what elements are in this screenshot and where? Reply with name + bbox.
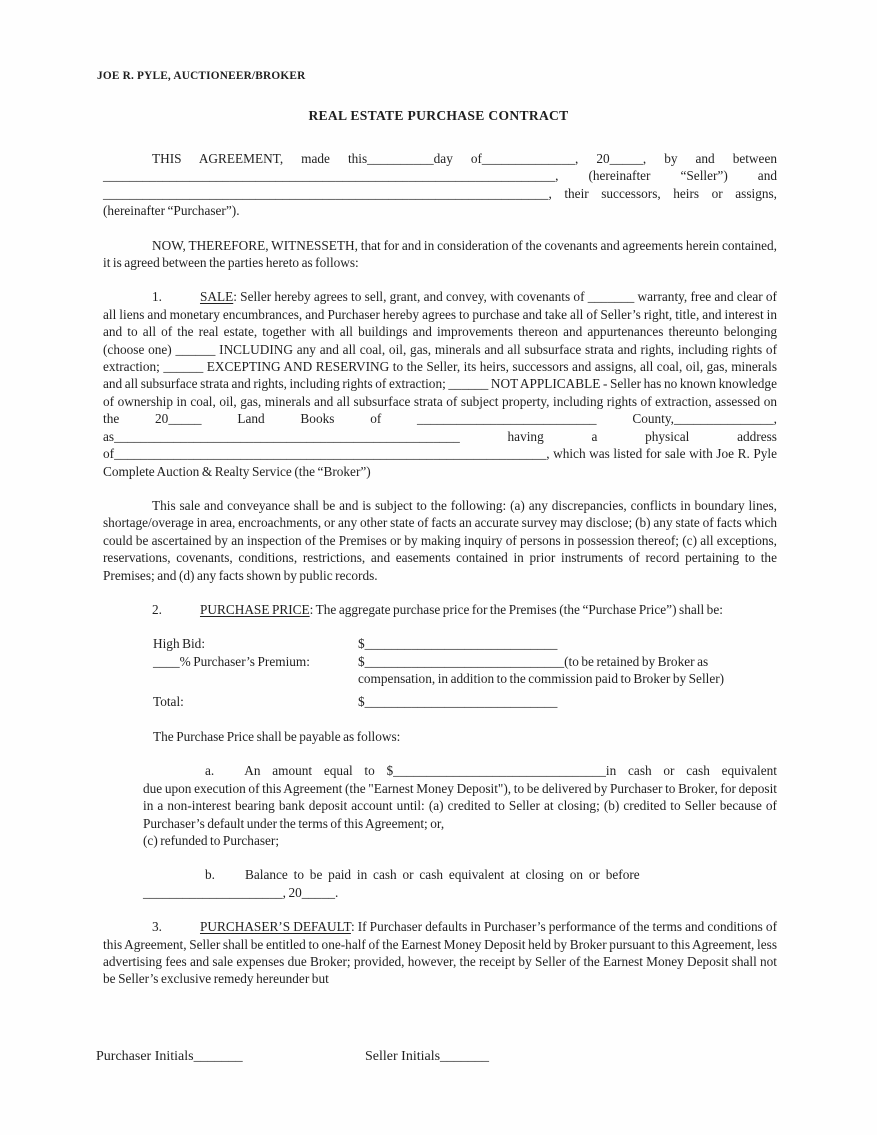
- section-3-body: : If Purchaser defaults in Purchaser’s performance of the terms and conditions of this Agreement, Seller shall be entitled to one-half of the Earnest Money Deposit held by Broker pursuant to this Agreement, less advertising fees and sale expenses due Broker; provided, however, the receipt by Seller of the Earnest Money Deposit shall not be Seller’s exclusive remedy hereunder but: [103, 919, 778, 987]
- letterhead: JOE R. PYLE, AUCTIONEER/BROKER: [97, 70, 306, 82]
- premium-label: ____% Purchaser’s Premium:: [153, 653, 310, 669]
- section-2-purchase-price: [103, 601, 777, 618]
- section-2-number: 2.: [152, 601, 162, 617]
- item-a: [143, 762, 777, 849]
- item-b-date-blank: _____________________, 20_____.: [143, 884, 339, 900]
- section-1-body: : Seller hereby agrees to sell, grant, and convey, with covenants of _______ warranty, free and clear of all liens and monetary encumbrances, and Purchaser hereby agrees to purchase and take all of Seller’s right, title, and interest in and to all of the real estate, together with all buildings and improvements thereon and appurtenances thereunto belonging (choose one) ______ INCLUDING any and all coal, oil, gas, minerals and all subsurface strata and rights, including rights of extraction; ______ EXCEPTING AND RESERVING to the Seller, its heirs, successors and assigns, all coal, oil, gas, minerals and all subsurface strata and rights, including rights of extraction; ______ NOT APPLICABLE - Seller has no known knowledge of ownership in coal, oil, gas, minerals and all subsurface strata of subject property, including rights of extraction, assessed on the 20_____ Land Books of ___________________________ County,_______________, as____________________________________________________ having a physical address of_________________________________________________________________, which was listed for sale with Joe R. Pyle Complete Auction & Realty Service (the “Broker”): [103, 289, 777, 479]
- seller-initials-blank: Seller Initials_______: [365, 1049, 490, 1064]
- item-a-first-line: [143, 762, 777, 779]
- item-b-first-line: [143, 866, 777, 883]
- section-3-number: 3.: [152, 919, 162, 935]
- intro-paragraph: THIS AGREEMENT, made this__________day of______________, 20_____, by and between ____________________________________________________________________, (hereinafter “Seller”) and ___________________________________________________________________, their successors, heirs or assigns, (hereinafter “Purchaser”).: [103, 151, 777, 219]
- item-b: [143, 866, 777, 901]
- total-blank: $_____________________________: [358, 693, 558, 709]
- price-table: [153, 635, 777, 710]
- item-a-first-line-text: An amount equal to $________________________________in cash or cash equivalent: [244, 763, 777, 779]
- item-a-body: due upon execution of this Agreement (the "Earnest Money Deposit"), to be delivered by Purchaser to Broker, for deposit in a non-interest bearing bank deposit account until: (a) credited to Seller at closing; (b) credited to Seller because of Purchaser’s default under the terms of this Agreement; or,: [143, 780, 777, 831]
- price-row-premium: [153, 653, 777, 688]
- subject-to-paragraph: This sale and conveyance shall be and is subject to the following: (a) any discrepancies, conflicts in boundary lines, shortage/overage in area, encroachments, or any other state of facts an accurate survey may disclose; (b) any state of facts which could be ascertained by an inspection of the Premises or by making inquiry of persons in possession thereof; (c) all exceptions, reservations, covenants, conditions, restrictions, and easements contained in prior instruments of record pertaining to the Premises; and (d) any facts shown by public records.: [103, 497, 777, 583]
- witnesseth-paragraph: NOW, THEREFORE, WITNESSETH, that for and in consideration of the covenants and agreements herein contained, it is agreed between the parties hereto as follows:: [103, 237, 777, 271]
- price-row-high-bid: [153, 635, 777, 652]
- high-bid-blank: $_____________________________: [358, 636, 558, 652]
- item-b-line1-text: Balance to be paid in cash or cash equivalent at closing on or before: [244, 867, 640, 883]
- premium-blank: $______________________________(to be retained by Broker as compensation, in addition to the commission paid to Broker by Seller): [358, 653, 725, 687]
- section-1-sale: [103, 288, 777, 479]
- price-row-total: [153, 693, 777, 710]
- total-label: Total:: [153, 693, 184, 709]
- section-1-number: 1.: [152, 289, 162, 305]
- item-b-label: b.: [205, 867, 215, 883]
- document-body: [103, 150, 777, 1005]
- section-3-purchasers-default: [103, 918, 777, 988]
- item-a-line-c: (c) refunded to Purchaser;: [143, 833, 280, 848]
- purchaser-initials-blank: Purchaser Initials_______: [96, 1049, 243, 1064]
- document-title: REAL ESTATE PURCHASE CONTRACT: [308, 108, 569, 123]
- payable-intro: The Purchase Price shall be payable as follows:: [153, 728, 401, 744]
- section-2-heading: PURCHASE PRICE: [199, 601, 310, 617]
- section-1-heading: SALE: [199, 289, 234, 305]
- high-bid-label: High Bid:: [153, 636, 206, 652]
- section-3-heading: PURCHASER’S DEFAULT: [199, 919, 351, 935]
- section-2-body: : The aggregate purchase price for the Premises (the “Purchase Price”) shall be:: [309, 601, 723, 617]
- item-a-label: a.: [205, 763, 215, 779]
